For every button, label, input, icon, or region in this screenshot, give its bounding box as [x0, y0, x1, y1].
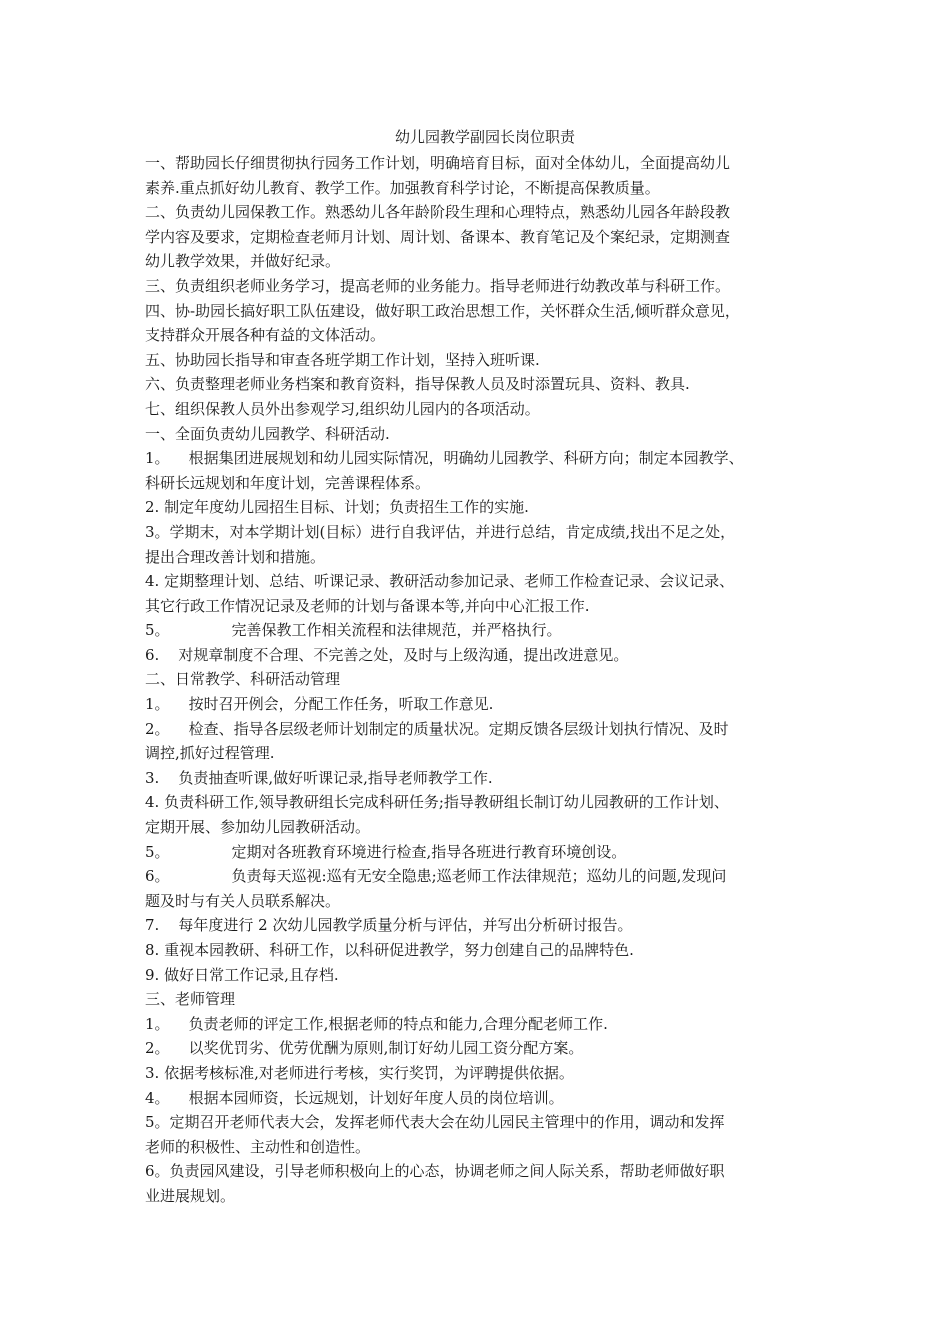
text-line: 8. 重视本园教研、科研工作，以科研促进教学，努力创建自己的品牌特色. — [145, 941, 634, 959]
text-line: 五、协助园长指导和审查各班学期工作计划，坚持入班听课. — [145, 350, 540, 369]
text-line: 6。负责园风建设，引导老师积极向上的心态，协调老师之间人际关系，帮助老师做好职 — [145, 1162, 725, 1181]
text-line: 6。 负责每天巡视:巡有无安全隐患;巡老师工作法律规范；巡幼儿的问题,发现问 — [145, 867, 727, 886]
text-line: 5。 完善保教工作相关流程和法律规范，并严格执行。 — [145, 621, 562, 640]
text-line: 1。 根据集团进展规划和幼儿园实际情况，明确幼儿园教学、科研方向；制定本园教学、 — [145, 449, 744, 468]
text-line: 3。学期末，对本学期计划(目标）进行自我评估，并进行总结，肯定成绩,找出不足之处， — [145, 522, 736, 541]
text-line: 3. 负责抽查听课,做好听课记录,指导老师教学工作. — [145, 768, 493, 787]
text-line: 一、帮助园长仔细贯彻执行园务工作计划，明确培育目标，面对全体幼儿，全面提高幼儿 — [145, 154, 731, 172]
text-line: 学内容及要求，定期检查老师月计划、周计划、备课本、教育笔记及个案纪录，定期测查 — [145, 227, 731, 246]
text-line: 2。 以奖优罚劣、优劳优酬为原则,制订好幼儿园工资分配方案。 — [145, 1039, 584, 1058]
document-title: 幼儿园教学副园长岗位职责 — [394, 128, 575, 146]
text-line: 幼儿教学效果，并做好纪录。 — [145, 252, 341, 271]
text-line: 业进展规划。 — [145, 1186, 236, 1205]
text-line: 题及时与有关人员联系解决。 — [145, 891, 341, 910]
text-line: 提出合理改善计划和措施。 — [145, 547, 326, 566]
document-page — [145, 127, 825, 1209]
text-line: 支持群众开展各种有益的文体活动。 — [145, 326, 386, 345]
text-line: 三、老师管理 — [145, 990, 236, 1009]
text-line: 7. 每年度进行 2 次幼儿园教学质量分析与评估，并写出分析研讨报告。 — [145, 916, 633, 935]
text-line: 调控,抓好过程管理. — [145, 744, 275, 763]
text-line: 5。 定期对各班教育环境进行检查,指导各班进行教育环境创设。 — [145, 842, 627, 861]
text-line: 素养.重点抓好幼儿教育、教学工作。加强教育科学讨论，不断提高保教质量。 — [145, 178, 660, 197]
text-line: 2. 制定年度幼儿园招生目标、计划；负责招生工作的实施. — [145, 498, 529, 517]
text-line: 定期开展、参加幼儿园教研活动。 — [145, 818, 371, 837]
text-line: 六、负责整理老师业务档案和教育资料，指导保教人员及时添置玩具、资料、教具. — [145, 375, 690, 394]
document-body — [145, 151, 825, 1209]
text-line: 2。 检查、指导各层级老师计划制定的质量状况。定期反馈各层级计划执行情况、及时 — [145, 719, 729, 738]
text-line: 6. 对规章制度不合理、不完善之处，及时与上级沟通，提出改进意见。 — [145, 645, 629, 664]
text-line: 4. 定期整理计划、总结、听课记录、教研活动参加记录、老师工作检查记录、会议记录、 — [145, 572, 735, 591]
text-line: 其它行政工作情况记录及老师的计划与备课本等,并向中心汇报工作. — [145, 596, 590, 615]
text-line: 七、组织保教人员外出参观学习,组织幼儿园内的各项活动。 — [145, 399, 540, 418]
text-line: 二、日常教学、科研活动管理 — [145, 670, 341, 689]
text-line: 4. 负责科研工作,领导教研组长完成科研任务;指导教研组长制订幼儿园教研的工作计划、 — [145, 793, 729, 812]
text-line: 二、负责幼儿园保教工作。熟悉幼儿各年龄阶段生理和心理特点，熟悉幼儿园各年龄段教 — [145, 203, 731, 222]
text-line: 三、负责组织老师业务学习，提高老师的业务能力。指导老师进行幼教改革与科研工作。 — [145, 276, 731, 295]
text-line: 四、协-助园长搞好职工队伍建设，做好职工政治思想工作，关怀群众生活,倾听群众意见， — [145, 301, 740, 320]
text-line: 1。 负责老师的评定工作,根据老师的特点和能力,合理分配老师工作. — [145, 1014, 608, 1033]
text-line: 科研长远规划和年度计划，完善课程体系。 — [145, 473, 431, 492]
text-line: 一、全面负责幼儿园教学、科研活动. — [145, 424, 390, 443]
text-line: 5。定期召开老师代表大会，发挥老师代表大会在幼儿园民主管理中的作用，调动和发挥 — [145, 1113, 725, 1132]
text-line: 9. 做好日常工作记录,且存档. — [145, 965, 339, 984]
text-line: 老师的积极性、主动性和创造性。 — [145, 1137, 371, 1156]
text-line: 3. 依据考核标准,对老师进行考核，实行奖罚，为评聘提供依据。 — [145, 1063, 574, 1082]
text-line: 1。 按时召开例会，分配工作任务，听取工作意见. — [145, 695, 494, 714]
text-line: 4。 根据本园师资，长远规划，计划好年度人员的岗位培训。 — [145, 1088, 564, 1107]
